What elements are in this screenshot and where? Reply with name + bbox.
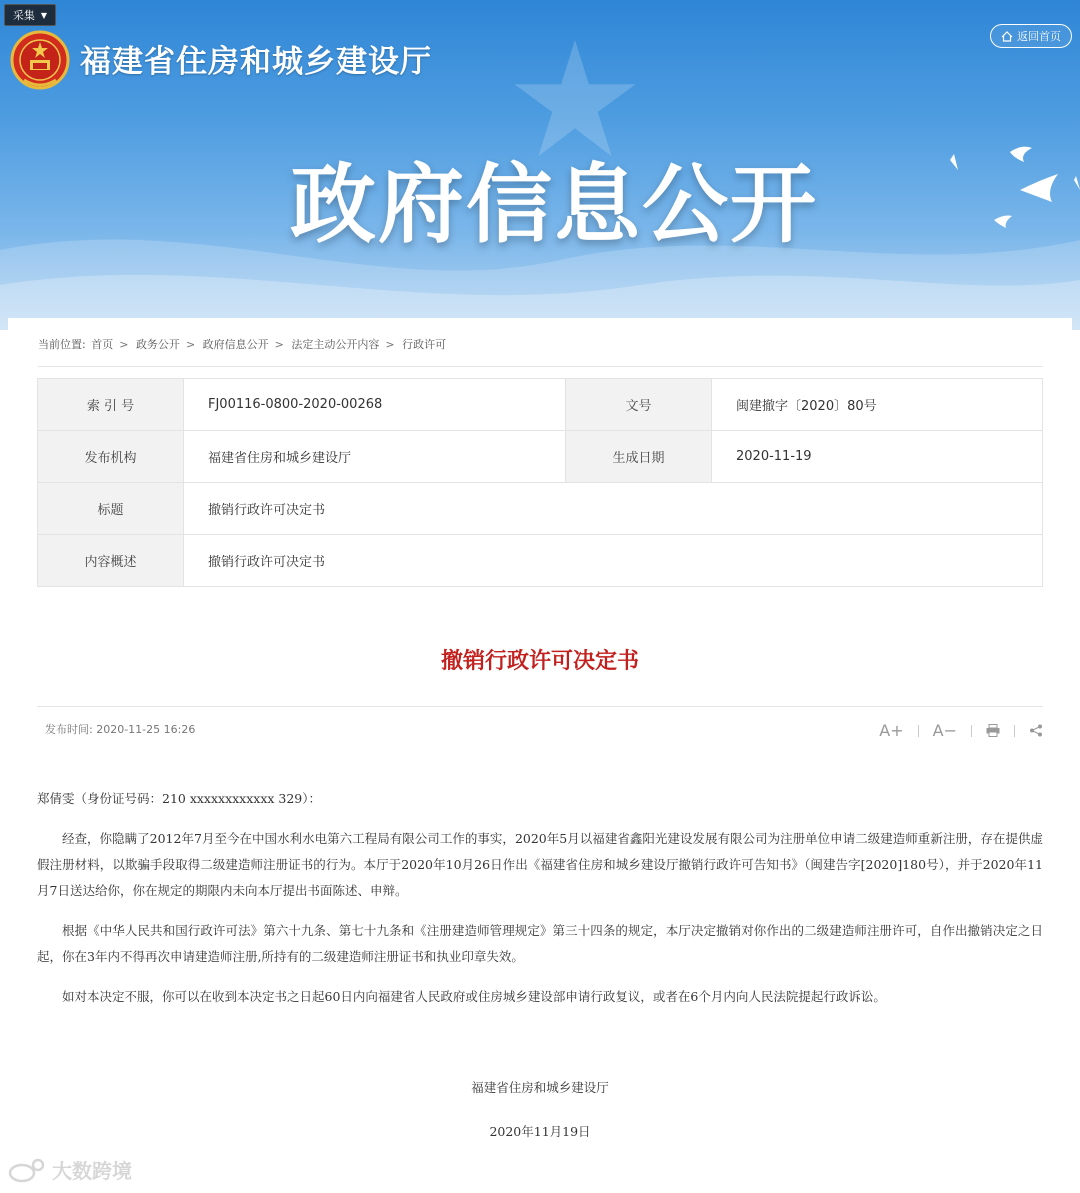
breadcrumb-item-statutory[interactable]: 法定主动公开内容 <box>291 338 380 351</box>
print-icon[interactable] <box>986 724 1000 737</box>
font-decrease-button[interactable]: A− <box>932 721 957 740</box>
divider <box>918 725 919 737</box>
collect-button[interactable] <box>4 4 56 26</box>
org-value: 福建省住房和城乡建设厅 <box>184 431 566 483</box>
content-card <box>8 318 1072 1193</box>
paragraph: 根据《中华人民共和国行政许可法》第六十九条、第七十九条和《注册建造师管理规定》第三十四条的规定，本厅决定撤销对你作出的二级建造师注册许可，自作出撤销决定之日起，你在3年内不得再次申请建造师注册,所持有的二级建造师注册证书和执业印章失效。 <box>37 923 1043 964</box>
date-value: 2020-11-19 <box>712 431 1043 483</box>
share-icon[interactable] <box>1029 724 1043 737</box>
collect-label: 采集 <box>12 9 35 22</box>
font-increase-button[interactable]: A+ <box>879 721 904 740</box>
home-button[interactable] <box>990 24 1072 48</box>
divider <box>1014 725 1015 737</box>
index-label: 索 引 号 <box>38 379 184 431</box>
breadcrumb-item-info[interactable]: 政府信息公开 <box>202 338 269 351</box>
summary-label: 内容概述 <box>38 535 184 587</box>
home-icon <box>1001 31 1013 42</box>
docno-label: 文号 <box>566 379 712 431</box>
banner-title: 政府信息公开 <box>290 155 818 255</box>
paragraph: 如对本决定不服，你可以在收到本决定书之日起60日内向福建省人民政府或住房城乡建设部申请行政复议，或者在6个月内向人民法院提起行政诉讼。 <box>62 989 886 1004</box>
sign-date: 2020年11月19日 <box>489 1124 591 1139</box>
weibo-icon <box>8 1157 48 1183</box>
table-row <box>38 379 1043 431</box>
divider <box>971 725 972 737</box>
home-button-label: 返回首页 <box>1017 30 1061 43</box>
publish-row <box>37 706 1043 746</box>
watermark-text: 大数跨境 <box>52 1159 132 1183</box>
table-row <box>38 431 1043 483</box>
chevron-down-icon: ▼ <box>40 10 48 20</box>
header-banner <box>0 0 1080 330</box>
recipient-line: 郑倩雯（身份证号码：210 xxxxxxxxxxxx 329）： <box>37 791 322 806</box>
breadcrumb-prefix: 当前位置: <box>38 338 86 351</box>
index-value: FJ00116-0800-2020-00268 <box>184 379 566 431</box>
watermark <box>8 1155 132 1184</box>
site-title: 福建省住房和城乡建设厅 <box>80 44 432 80</box>
summary-value: 撤销行政许可决定书 <box>184 535 1043 587</box>
breadcrumb: 当前位置: 首页 > 政务公开 > 政府信息公开 > 法定主动公开内容 > 行政许可 <box>38 336 1043 367</box>
org-label: 发布机构 <box>38 431 184 483</box>
signer: 福建省住房和城乡建设厅 <box>471 1080 609 1095</box>
title-label: 标题 <box>38 483 184 535</box>
publish-time: 发布时间: 2020-11-25 16:26 <box>45 723 196 736</box>
table-row <box>38 483 1043 535</box>
dove-icon <box>940 140 1080 240</box>
metadata-table <box>37 378 1043 587</box>
date-label: 生成日期 <box>566 431 712 483</box>
emblem-icon <box>10 30 70 92</box>
docno-value: 闽建撤字〔2020〕80号 <box>712 379 1043 431</box>
article-tools <box>879 721 1043 740</box>
paragraph: 经查，你隐瞒了2012年7月至今在中国水利水电第六工程局有限公司工作的事实，2020年5月以福建省鑫阳光建设发展有限公司为注册单位申请二级建造师重新注册，存在提供虚假注册材料，以欺骗手段取得二级建造师注册证书的行为。本厅于2020年10月26日作出《福建省住房和城乡建设厅撤销行政许可告知书》（闽建告字[2020]180号），并于2020年11月7日送达给你，你在规定的期限内未向本厅提出书面陈述、申辩。 <box>37 831 1043 898</box>
table-row <box>38 535 1043 587</box>
breadcrumb-item-license[interactable]: 行政许可 <box>402 338 447 351</box>
article-body <box>37 786 1043 1024</box>
document-title: 撤销行政许可决定书 <box>440 649 639 674</box>
breadcrumb-item-affairs[interactable]: 政务公开 <box>135 338 180 351</box>
breadcrumb-item-home[interactable]: 首页 <box>91 338 114 351</box>
title-value: 撤销行政许可决定书 <box>184 483 1043 535</box>
